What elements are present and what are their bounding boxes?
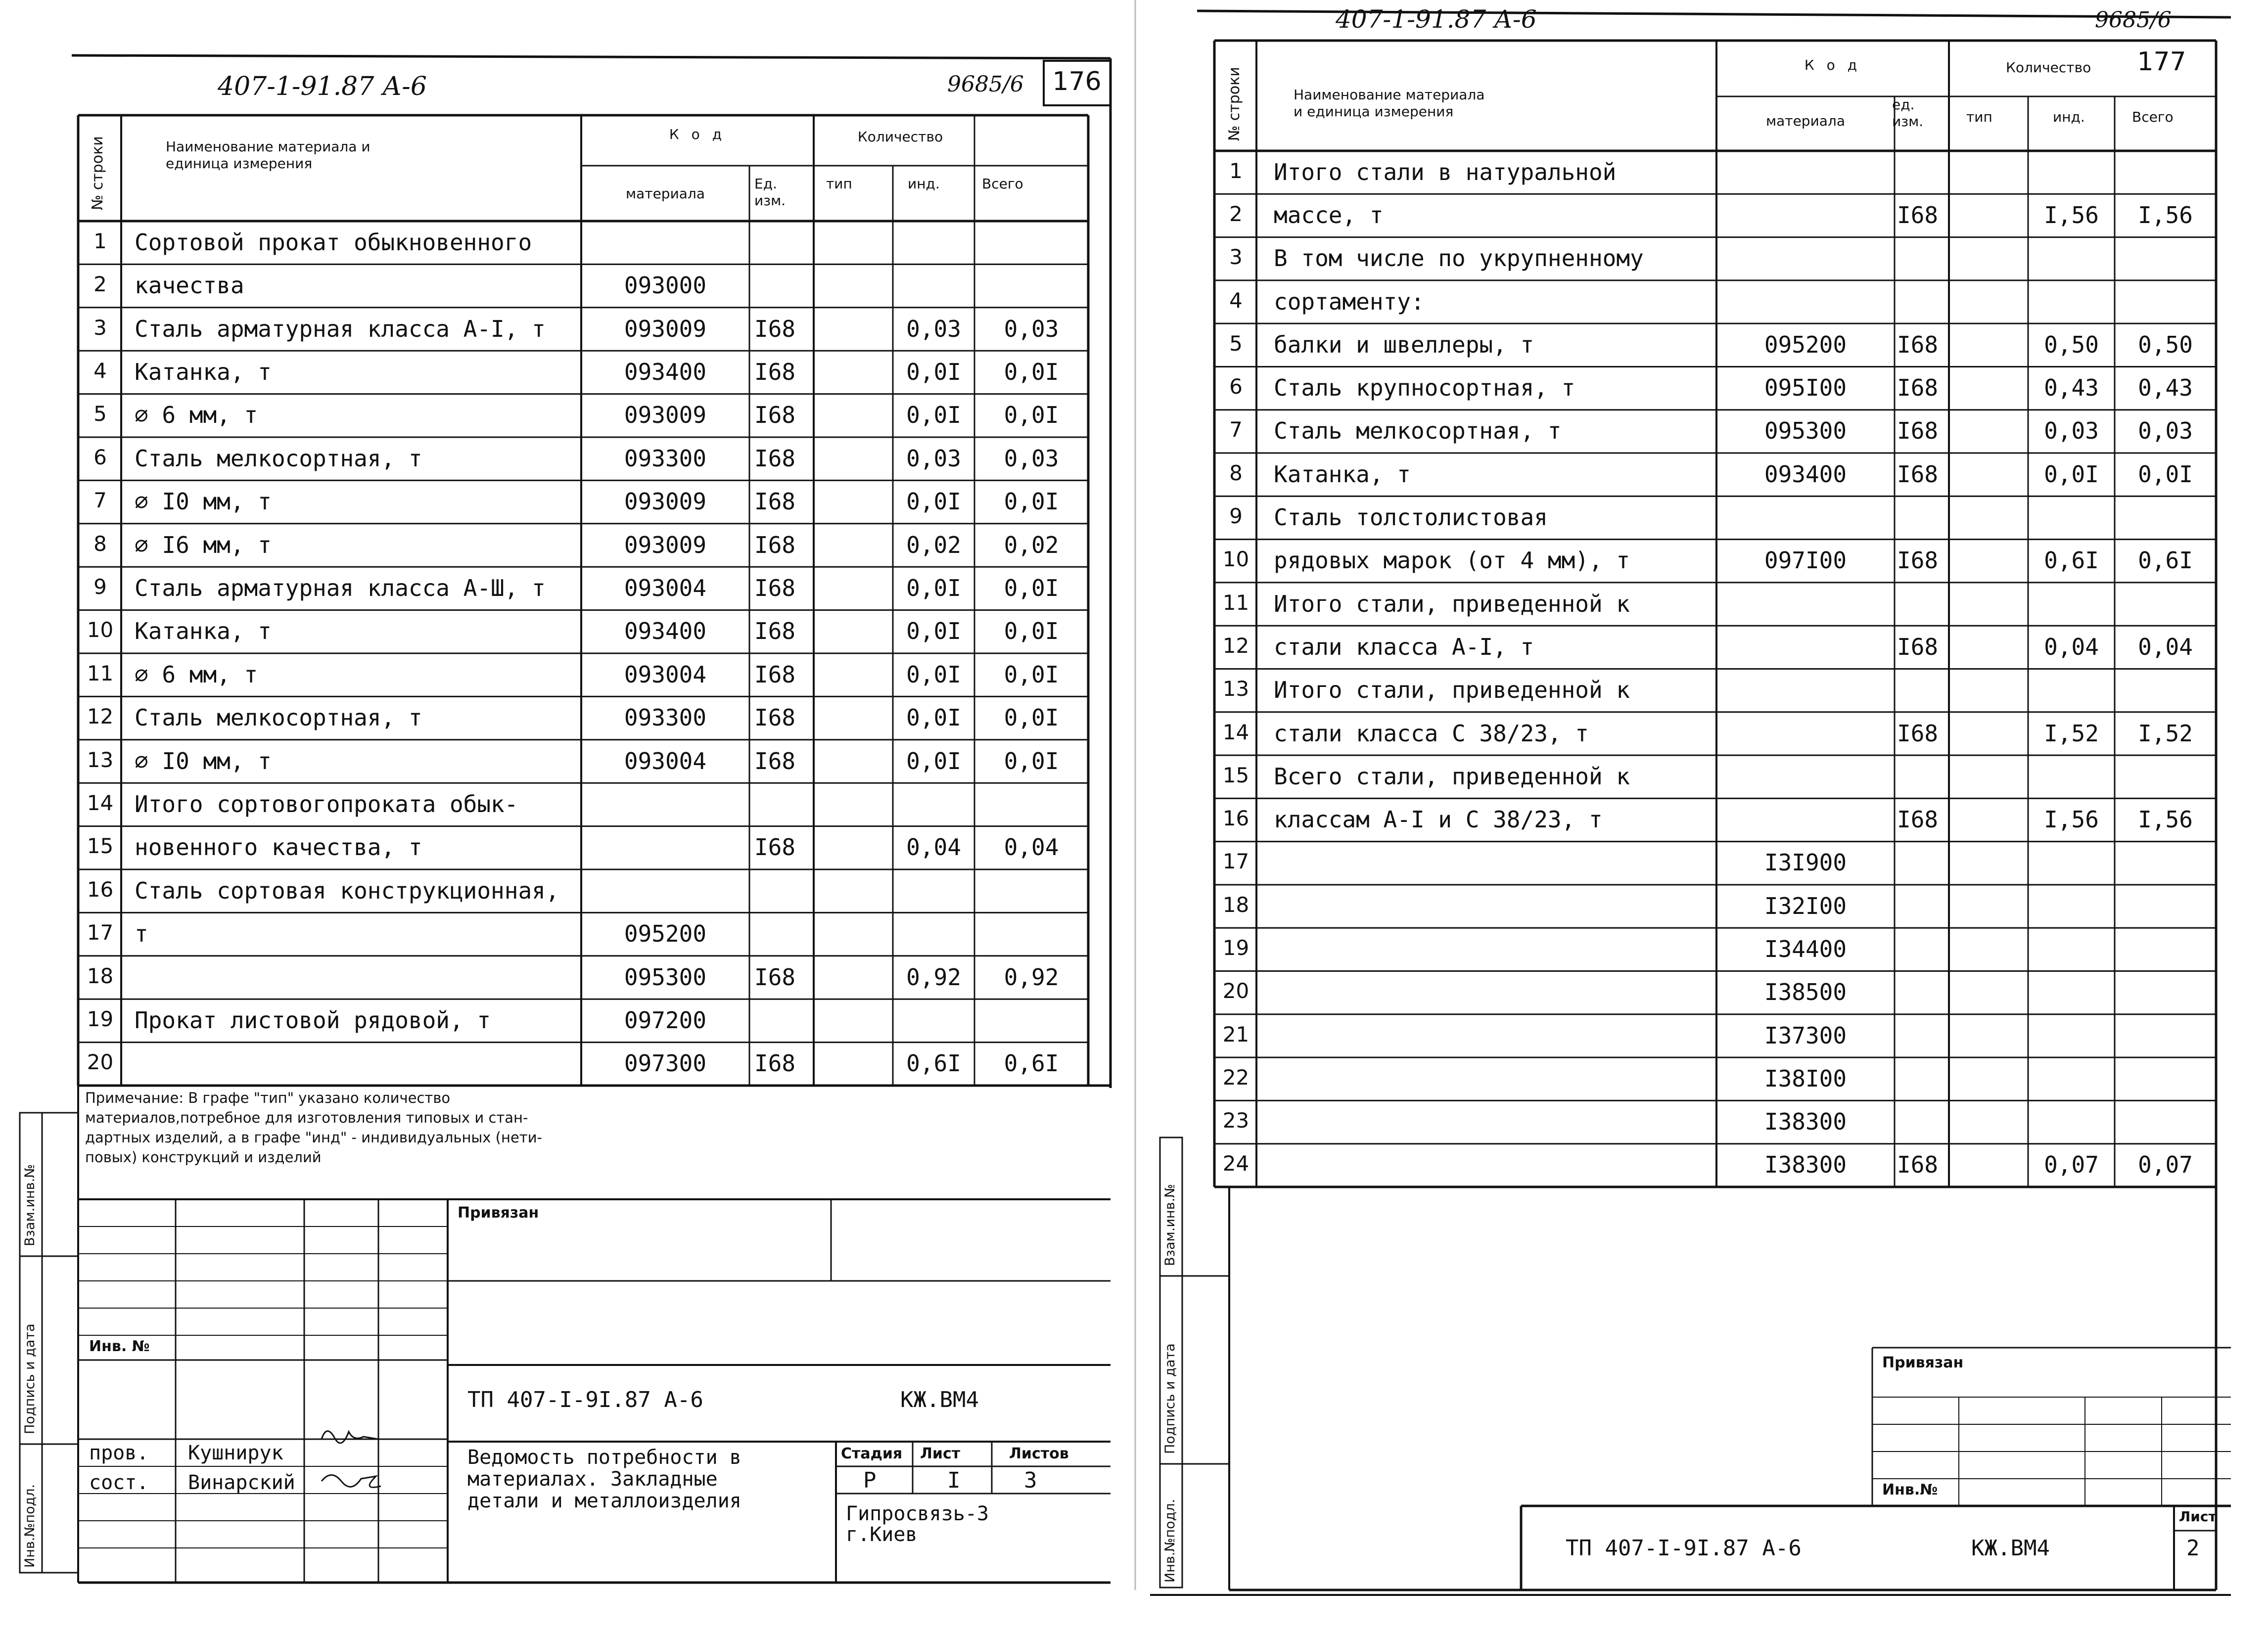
qty-ind: 0,43 [2044,374,2099,402]
left-side-label-2: Подпись и дата [22,1323,38,1434]
qty-ind: 0,0I [906,574,961,601]
material-code: 093004 [624,661,707,688]
material-code: 093009 [624,488,707,515]
row-number: 13 [1222,677,1250,701]
row-number: 20 [87,1050,114,1075]
material-name: Катанка, т [135,358,272,385]
material-name: новенного качества, т [135,834,422,861]
qty-total: 0,0I [1004,358,1059,385]
row-number: 1 [93,228,107,253]
material-code: 093400 [624,358,707,385]
qty-total: I,56 [2138,806,2193,833]
material-name: стали класса С 38/23, т [1274,720,1589,747]
qty-total: 0,07 [2138,1151,2193,1179]
qty-total: 0,0I [1004,574,1059,601]
unit-code: I68 [754,834,796,861]
row-number: 19 [87,1006,114,1031]
unit-code: I68 [754,531,796,558]
row-number: 8 [93,531,107,556]
qty-total: 0,0I [1004,747,1059,774]
material-code: 093009 [624,315,707,342]
unit-code: I68 [1897,202,1939,228]
row-number: 9 [1229,504,1243,529]
material-name: ⌀ I0 мм, т [135,488,272,515]
row-number: 10 [1222,547,1250,572]
left-note: Примечание: В графе "тип" указано количество материалов,потребное для изготовления типовых и стан- дартных изделий, а в графе "инд" - индивидуальных (нети- повых) конструкций и изделий [85,1089,543,1166]
qty-total: 0,6I [2138,547,2193,574]
material-code: 093300 [624,445,707,472]
row-number: 11 [87,661,114,685]
row-number: 9 [93,574,107,599]
material-code: 093004 [624,747,707,774]
left-stage-label: Стадия [841,1445,903,1462]
material-code: I37300 [1764,1022,1847,1049]
qty-total: 0,0I [1004,704,1059,731]
material-name: Прокат листовой рядовой, т [135,1006,491,1034]
material-name: стали класса А-I, т [1274,633,1534,660]
left-stage-value: Р [863,1468,877,1493]
left-doc-mark: КЖ.ВМ4 [900,1387,979,1412]
unit-code: I68 [1897,547,1939,574]
qty-total: 0,0I [1004,618,1059,645]
row-number: 15 [87,834,114,859]
row-number: 13 [87,747,114,772]
unit-code: I68 [1897,417,1939,445]
qty-ind: 0,07 [2044,1151,2099,1179]
material-code: I34400 [1764,935,1847,962]
qty-ind: 0,04 [906,834,961,861]
material-code: 093400 [1764,460,1847,488]
left-sheets-label: Листов [1009,1445,1069,1462]
material-name: Катанка, т [1274,460,1411,488]
material-code: I38I00 [1764,1065,1847,1092]
row-number: 1 [1229,158,1243,183]
unit-code: I68 [754,574,796,601]
unit-code: I68 [1897,720,1939,747]
material-code: 093009 [624,531,707,558]
material-name: Сталь арматурная класса А-I, т [135,315,546,342]
left-privyazan: Привязан [458,1204,539,1222]
row-number: 20 [1222,979,1250,1003]
right-col-qty-type: тип [1966,109,1992,125]
qty-total: 0,03 [1004,315,1059,342]
material-code: I38500 [1764,979,1847,1006]
material-name: ⌀ I0 мм, т [135,747,272,774]
qty-ind: 0,02 [906,531,961,558]
row-number: 12 [87,704,114,729]
material-name: Сталь толстолистовая [1274,504,1548,531]
material-code: 097200 [624,1006,707,1034]
material-code: I38300 [1764,1108,1847,1135]
left-col-code-material: материала [625,185,705,202]
qty-total: 0,0I [1004,661,1059,688]
material-name: ⌀ 6 мм, т [135,402,258,429]
row-number: 16 [1222,806,1250,831]
unit-code: I68 [754,1050,796,1077]
qty-total: 0,6I [1004,1050,1059,1077]
row-number: 23 [1222,1108,1250,1133]
unit-code: I68 [1897,374,1939,402]
row-number: 12 [1222,633,1250,658]
qty-ind: 0,0I [906,618,961,645]
right-side-label-1: Взам.инв.№ [1162,1183,1178,1266]
row-number: 6 [93,445,107,469]
unit-code: I68 [754,704,796,731]
qty-total: 0,03 [2138,417,2193,445]
material-code: 093009 [624,402,707,429]
qty-ind: 0,0I [906,402,961,429]
material-code: 093400 [624,618,707,645]
right-col-code: К о д [1804,57,1861,73]
left-signer-name-2: Винарский [188,1471,295,1494]
material-name: балки и швеллеры, т [1274,331,1534,358]
qty-total: 0,0I [1004,488,1059,515]
left-header-handwritten: 407-1-91.87 А-6 [218,72,427,101]
right-sheet-label: Лист [2179,1508,2217,1525]
material-name: Сталь арматурная класса А-Ш, т [135,574,546,601]
material-name: Сталь сортовая конструкционная, [135,877,559,904]
qty-total: 0,02 [1004,531,1059,558]
left-page-number: 176 [1052,67,1102,96]
row-number: 21 [1222,1022,1250,1046]
row-number: 17 [87,920,114,945]
qty-total: 0,0I [1004,402,1059,429]
qty-total: 0,92 [1004,963,1059,991]
row-number: 4 [93,358,107,383]
qty-ind: 0,04 [2044,633,2099,660]
qty-total: I,56 [2138,202,2193,228]
material-name: Итого стали в натуральной [1274,158,1617,185]
left-doc-code: ТП 407-I-9I.87 А-6 [467,1387,703,1412]
material-name: рядовых марок (от 4 мм), т [1274,547,1630,574]
right-inv-handwritten: 9685/6 [2095,7,2172,33]
material-code: 095I00 [1764,374,1847,402]
material-code: 093004 [624,574,707,601]
right-doc-code: ТП 407-I-9I.87 А-6 [1566,1536,1802,1561]
row-number: 7 [93,488,107,513]
material-name: классам А-I и С 38/23, т [1274,806,1603,833]
qty-total: 0,43 [2138,374,2193,402]
qty-ind: 0,0I [2044,460,2099,488]
material-name: Сортовой прокат обыкновенного [135,228,532,256]
right-col-qty-total: Всего [2132,109,2174,125]
row-number: 10 [87,618,114,642]
qty-ind: I,56 [2044,806,2099,833]
right-col-rownum: № строки [1226,67,1243,141]
material-code: 095300 [624,963,707,991]
material-name: т [135,920,148,948]
right-side-label-3: Инв.№подл. [1162,1498,1178,1583]
left-inv-handwritten: 9685/6 [947,72,1024,97]
row-number: 15 [1222,763,1250,787]
row-number: 2 [93,272,107,297]
material-name: ⌀ 6 мм, т [135,661,258,688]
left-side-label-3: Инв.№подл. [22,1484,38,1568]
unit-code: I68 [754,402,796,429]
row-number: 6 [1229,374,1243,399]
qty-total: 0,04 [2138,633,2193,660]
qty-ind: 0,92 [906,963,961,991]
left-col-qty-ind: инд. [908,176,940,192]
qty-ind: 0,0I [906,704,961,731]
material-name: качества [135,272,244,299]
left-signer-role-1: пров. [89,1442,149,1464]
row-number: 7 [1229,417,1243,442]
row-number: 24 [1222,1151,1250,1176]
material-code: I32I00 [1764,892,1847,919]
row-number: 2 [1229,202,1243,226]
material-name: В том числе по укрупненному [1274,245,1644,272]
row-number: 18 [87,963,114,988]
unit-code: I68 [1897,460,1939,488]
row-number: 3 [1229,245,1243,270]
left-doc-title: Ведомость потребности в материалах. Закладные детали и металлоизделия [467,1446,741,1512]
right-col-code-material: материала [1765,113,1845,129]
unit-code: I68 [754,747,796,774]
left-col-qty: Количество [857,129,943,145]
unit-code: I68 [754,618,796,645]
unit-code: I68 [1897,331,1939,358]
row-number: 8 [1229,460,1243,485]
left-col-name: Наименование материала и единица измерения [166,138,370,172]
material-code: 095200 [1764,331,1847,358]
row-number: 17 [1222,849,1250,874]
qty-ind: 0,50 [2044,331,2099,358]
left-sheet-label: Лист [920,1445,961,1462]
row-number: 4 [1229,288,1243,313]
left-org: Гипросвязь-3 г.Киев [846,1502,989,1546]
material-name: сортаменту: [1274,288,1425,315]
material-code: 097I00 [1764,547,1847,574]
qty-ind: 0,0I [906,747,961,774]
qty-total: 0,0I [2138,460,2193,488]
qty-ind: 0,0I [906,358,961,385]
material-name: Итого стали, приведенной к [1274,590,1630,617]
right-sheet-value: 2 [2186,1536,2200,1561]
material-code: 093300 [624,704,707,731]
material-code: 093000 [624,272,707,299]
right-col-qty: Количество [2006,59,2091,76]
material-name: Катанка, т [135,618,272,645]
material-name: ⌀ I6 мм, т [135,531,272,558]
right-page-number: 177 [2137,47,2186,77]
qty-ind: 0,03 [906,315,961,342]
material-name: Итого сортовогопроката обык- [135,790,518,817]
unit-code: I68 [1897,1151,1939,1179]
qty-total: 0,50 [2138,331,2193,358]
row-number: 19 [1222,935,1250,960]
row-number: 22 [1222,1065,1250,1089]
row-number: 14 [1222,720,1250,744]
left-sheet-value: I [947,1468,961,1493]
row-number: 3 [93,315,107,340]
material-name: Итого стали, приведенной к [1274,677,1630,704]
material-name: Сталь крупносортная, т [1274,374,1575,402]
row-number: 14 [87,790,114,815]
right-side-label-2: Подпись и дата [1162,1343,1178,1454]
row-number: 11 [1222,590,1250,615]
left-col-qty-type: тип [826,176,852,192]
row-number: 16 [87,877,114,902]
qty-ind: 0,6I [2044,547,2099,574]
right-col-name: Наименование материала и единица измерения [1294,87,1485,120]
right-col-unit: ед. изм. [1892,96,1924,130]
unit-code: I68 [754,661,796,688]
qty-ind: 0,03 [2044,417,2099,445]
right-header-handwritten: 407-1-91.87 А-6 [1336,5,1537,34]
qty-total: 0,04 [1004,834,1059,861]
material-code: 095300 [1764,417,1847,445]
unit-code: I68 [754,963,796,991]
unit-code: I68 [754,358,796,385]
qty-ind: I,56 [2044,202,2099,228]
unit-code: I68 [1897,806,1939,833]
material-code: I38300 [1764,1151,1847,1179]
row-number: 5 [93,402,107,426]
material-code: 097300 [624,1050,707,1077]
unit-code: I68 [1897,633,1939,660]
right-privyazan: Привязан [1882,1354,1964,1371]
material-name: Сталь мелкосортная, т [1274,417,1562,445]
qty-ind: 0,0I [906,488,961,515]
material-code: I3I900 [1764,849,1847,876]
left-col-unit: Ед. изм. [754,176,786,209]
material-name: Всего стали, приведенной к [1274,763,1630,790]
qty-ind: I,52 [2044,720,2099,747]
row-number: 18 [1222,892,1250,917]
right-doc-mark: КЖ.ВМ4 [1971,1536,2050,1561]
right-inv-no: Инв.№ [1882,1481,1938,1498]
left-inv-no: Инв. № [89,1338,150,1355]
left-col-rownum: № строки [89,136,106,210]
qty-ind: 0,03 [906,445,961,472]
qty-total: I,52 [2138,720,2193,747]
left-col-code: К о д [669,126,726,142]
row-number: 5 [1229,331,1243,356]
right-col-qty-ind: инд. [2053,109,2085,125]
left-sheets-value: 3 [1024,1468,1037,1493]
left-signer-name-1: Кушнирук [188,1442,283,1464]
unit-code: I68 [754,315,796,342]
unit-code: I68 [754,488,796,515]
left-side-label-1: Взам.инв.№ [22,1164,38,1246]
material-name: массе, т [1274,202,1384,228]
material-name: Сталь мелкосортная, т [135,704,422,731]
unit-code: I68 [754,445,796,472]
left-signer-role-2: сост. [89,1471,149,1494]
material-code: 095200 [624,920,707,948]
qty-ind: 0,6I [906,1050,961,1077]
left-col-qty-total: Всего [982,176,1023,192]
material-name: Сталь мелкосортная, т [135,445,422,472]
qty-total: 0,03 [1004,445,1059,472]
qty-ind: 0,0I [906,661,961,688]
